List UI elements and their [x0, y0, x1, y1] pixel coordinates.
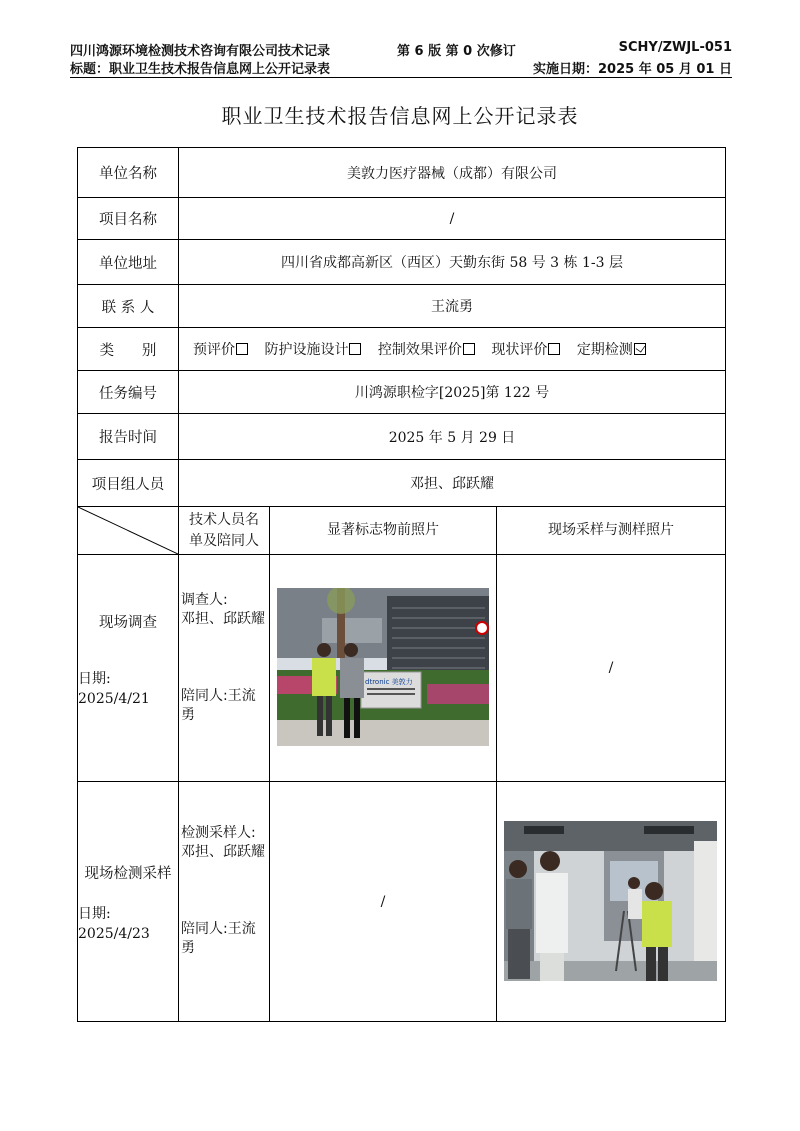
row-task-no [78, 371, 726, 414]
company-record-title: 四川鸿源环境检测技术咨询有限公司技术记录 [70, 44, 331, 59]
row-category [78, 328, 726, 371]
row-team [78, 460, 726, 507]
site-survey-date: 日期: 2025/4/21 [78, 671, 150, 707]
address-label: 单位地址 [78, 240, 179, 285]
sampling-companion: 陪同人:王流勇 [181, 921, 256, 956]
site-sampling-title: 现场检测采样 [84, 866, 172, 882]
survey-investigators: 调查人: 邓担、邱跃耀 [181, 592, 265, 627]
contact-label: 联 系 人 [78, 285, 179, 328]
task-no-label: 任务编号 [78, 371, 179, 414]
row-project-name [78, 198, 726, 240]
version-info: 第 6 版 第 0 次修订 [397, 44, 516, 59]
checkbox-icon[interactable] [548, 343, 560, 355]
page-title: 职业卫生技术报告信息网上公开记录表 [221, 104, 579, 128]
report-time-value: 2025 年 5 月 29 日 [179, 414, 726, 460]
category-option-status-evaluation[interactable]: 现状评价 [491, 342, 560, 358]
row-site-sampling [78, 782, 726, 1022]
document-header-bottom [70, 58, 732, 76]
category-option-periodic-detection[interactable]: 定期检测 [577, 342, 646, 358]
sampling-samplers: 检测采样人: 邓担、邱跃耀 [181, 825, 265, 860]
report-time-label: 报告时间 [78, 414, 179, 460]
diagonal-line [78, 507, 178, 554]
landmark-photo-cell [270, 555, 497, 782]
unit-name-value: 美敦力医疗器械（成都）有限公司 [179, 148, 726, 198]
site-sampling-cell [78, 782, 179, 1022]
category-label: 类 别 [78, 328, 179, 371]
landmark-photo [277, 588, 489, 746]
row-contact [78, 285, 726, 328]
category-options [179, 328, 726, 371]
col-landmark-header: 显著标志物前照片 [270, 507, 497, 555]
survey-staff-cell [179, 555, 270, 782]
unit-name-label: 单位名称 [78, 148, 179, 198]
sampling-landmark-photo-cell: / [270, 782, 497, 1022]
row-address [78, 240, 726, 285]
category-option-protection-design[interactable]: 防护设施设计 [264, 342, 361, 358]
task-no-value: 川鸿源职检字[2025]第 122 号 [179, 371, 726, 414]
checkbox-checked-icon[interactable] [634, 343, 646, 355]
row-site-survey [78, 555, 726, 782]
record-table [77, 147, 726, 1022]
checkbox-icon[interactable] [463, 343, 475, 355]
project-name-label: 项目名称 [78, 198, 179, 240]
address-value: 四川省成都高新区（西区）天勤东街 58 号 3 栋 1-3 层 [179, 240, 726, 285]
checkbox-icon[interactable] [349, 343, 361, 355]
survey-companion: 陪同人:王流勇 [181, 688, 256, 723]
survey-sampling-photo-cell: / [497, 555, 726, 782]
contact-value: 王流勇 [179, 285, 726, 328]
row-photo-header [78, 507, 726, 555]
effective-date: 实施日期：2025 年 05 月 01 日 [533, 62, 732, 77]
team-value: 邓担、邱跃耀 [179, 460, 726, 507]
sampling-photo-cell [497, 782, 726, 1022]
row-report-time [78, 414, 726, 460]
sampling-staff-cell [179, 782, 270, 1022]
project-name-value: / [179, 198, 726, 240]
site-survey-cell [78, 555, 179, 782]
site-survey-title: 现场调查 [99, 615, 157, 631]
row-unit-name [78, 148, 726, 198]
sampling-photo [504, 821, 717, 981]
sign-text: dtronic 美敦力 [365, 678, 413, 686]
header-divider [70, 77, 732, 78]
document-code: SCHY/ZWJL-051 [618, 40, 732, 55]
category-option-pre-evaluation[interactable]: 预评价 [193, 342, 248, 358]
col-staff-header: 技术人员名单及陪同人 [179, 507, 270, 555]
team-label: 项目组人员 [78, 460, 179, 507]
diagonal-header-cell [78, 507, 179, 555]
document-header-top [70, 40, 732, 58]
header-subject: 标题：职业卫生技术报告信息网上公开记录表 [70, 62, 331, 77]
site-sampling-date: 日期: 2025/4/23 [78, 906, 150, 942]
col-sampling-header: 现场采样与测样照片 [497, 507, 726, 555]
category-option-control-effect[interactable]: 控制效果评价 [378, 342, 475, 358]
checkbox-icon[interactable] [236, 343, 248, 355]
